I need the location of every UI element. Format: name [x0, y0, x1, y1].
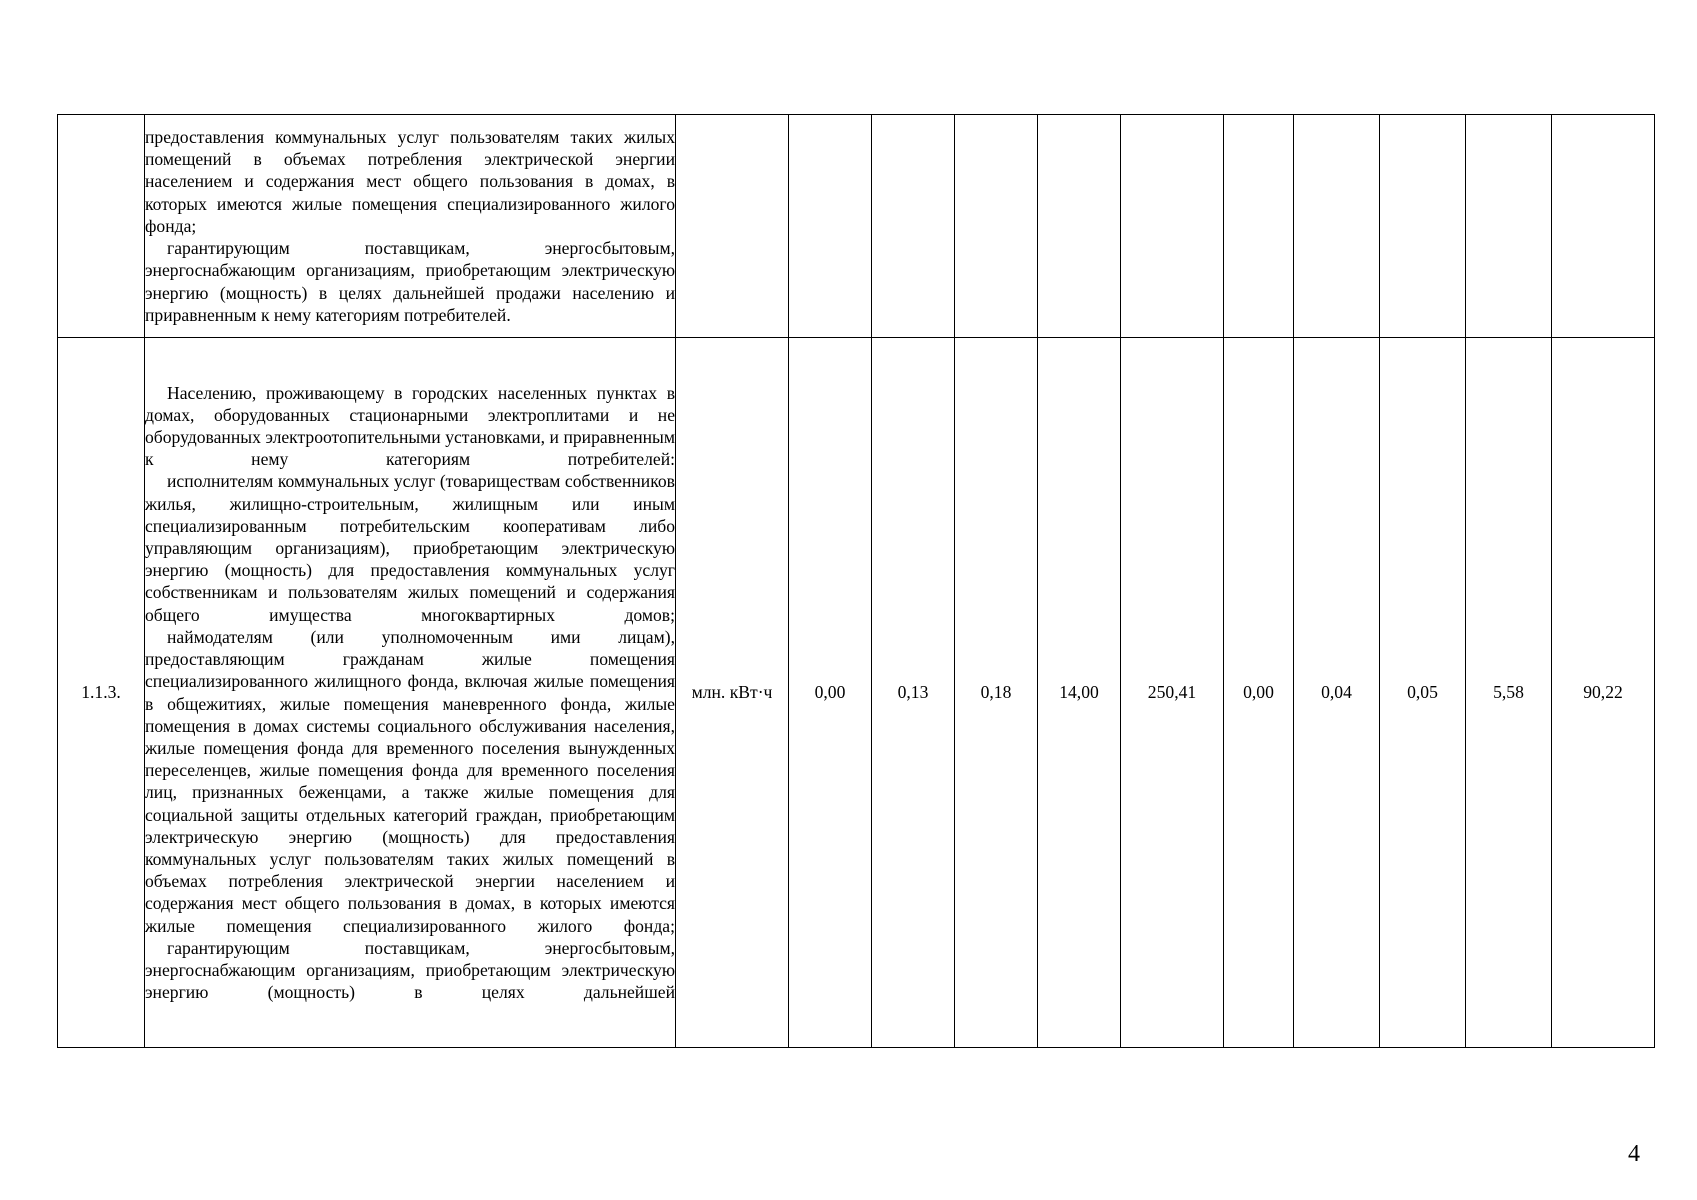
value-cell	[1038, 115, 1121, 338]
value-cell	[955, 115, 1038, 338]
value-cell: 5,58	[1466, 338, 1552, 1048]
value-cell: 0,05	[1380, 338, 1466, 1048]
value-cell	[1121, 115, 1224, 338]
value-cell	[789, 115, 872, 338]
table-row	[58, 115, 1655, 338]
value-cell: 0,00	[1224, 338, 1294, 1048]
unit-cell: млн. кВт·ч	[676, 338, 789, 1048]
value-cell: 0,00	[789, 338, 872, 1048]
value-cell: 0,18	[955, 338, 1038, 1048]
row-code: 1.1.3.	[58, 338, 145, 1048]
data-table	[57, 114, 1655, 1048]
value-cell	[872, 115, 955, 338]
unit-cell	[676, 115, 789, 338]
value-cell	[1380, 115, 1466, 338]
description-paragraph: предоставления коммунальных услуг пользователям таких жилых помещений в объемах потребления электрической энергии населением и содержания мест общего пользования в домах, в которых имеются жилые помещения специализированного жилого фонда;	[145, 127, 675, 236]
page-number: 4	[1628, 1141, 1640, 1167]
value-cell: 14,00	[1038, 338, 1121, 1048]
value-cell: 250,41	[1121, 338, 1224, 1048]
row-code	[58, 115, 145, 338]
row-description	[145, 115, 676, 338]
row-description	[145, 338, 676, 1048]
value-cell	[1552, 115, 1655, 338]
description-paragraph: гарантирующим поставщикам, энергосбытовым, энергоснабжающим организациям, приобретающим электрическую энергию (мощность) в целях дальнейшей продажи населению и приравненным к нему категориям потребителей.	[145, 238, 675, 325]
value-cell	[1466, 115, 1552, 338]
value-cell: 0,13	[872, 338, 955, 1048]
value-cell: 90,22	[1552, 338, 1655, 1048]
value-cell	[1294, 115, 1380, 338]
description-paragraph: Населению, проживающему в городских населенных пунктах в домах, оборудованных стационарными электроплитами и не оборудованных электроотопительными установками, и приравненным к нему категориям потребителей:	[145, 382, 675, 470]
description-paragraph: гарантирующим поставщикам, энергосбытовым, энергоснабжающим организациям, приобретающим электрическую энергию (мощность) в целях дальнейшей	[145, 937, 675, 1003]
table-row	[58, 338, 1655, 1048]
value-cell	[1224, 115, 1294, 338]
value-cell: 0,04	[1294, 338, 1380, 1048]
description-paragraph: наймодателям (или уполномоченным ими лицам), предоставляющим гражданам жилые помещения специализированного жилищного фонда, включая жилые помещения в общежитиях, жилые помещения маневренного фонда, жилые помещения в домах системы социального обслуживания населения, жилые помещения фонда для временного поселения вынужденных переселенцев, жилые помещения фонда для временного поселения лиц, признанных беженцами, а также жилые помещения для социальной защиты отдельных категорий граждан, приобретающим электрическую энергию (мощность) для предоставления коммунальных услуг пользователям таких жилых помещений в объемах потребления электрической энергии населением и содержания мест общего пользования в домах, в которых имеются жилые помещения специализированного жилого фонда;	[145, 626, 675, 936]
description-paragraph: исполнителям коммунальных услуг (товариществам собственников жилья, жилищно-строительным, жилищным или иным специализированным потребительским кооперативам либо управляющим организациям), приобретающим электрическую энергию (мощность) для предоставления коммунальных услуг собственникам и пользователям жилых помещений и содержания общего имущества многоквартирных домов;	[145, 471, 675, 625]
